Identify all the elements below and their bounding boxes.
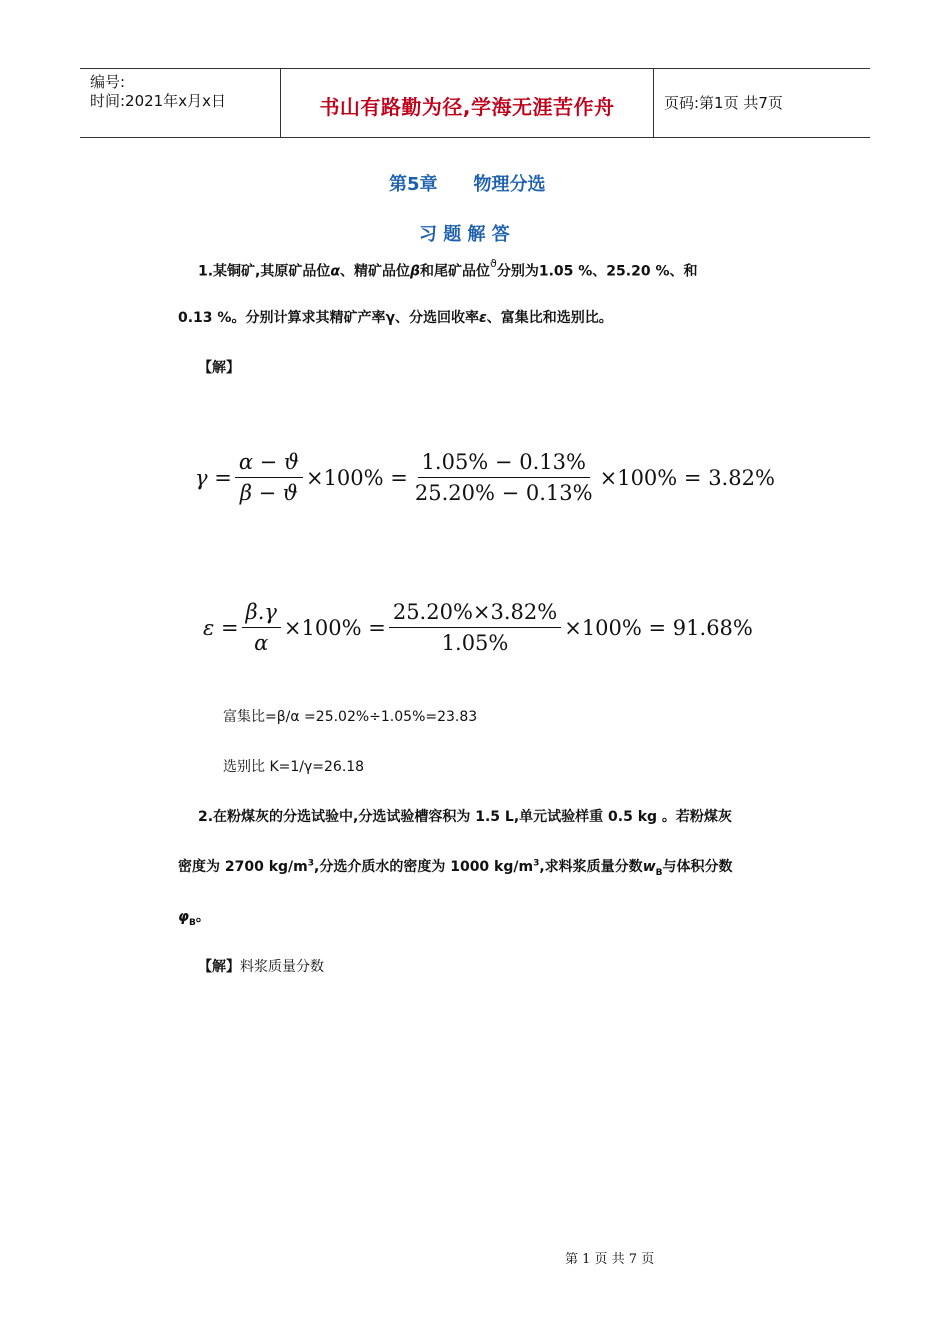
- formula1-den2: 25.20% − 0.13%: [414, 481, 593, 505]
- formula2-mid: ×100% =: [283, 615, 386, 640]
- chapter-title: 第5章 物理分选: [389, 174, 546, 195]
- q2-text-c: ,求料浆质量分数: [539, 859, 643, 875]
- formula2-num2: 25.20%×3.82%: [389, 600, 561, 628]
- formula2-den2: 1.05%: [441, 631, 509, 655]
- alpha-symbol: α: [330, 263, 341, 280]
- q2-superscript-2: 3: [533, 858, 540, 869]
- number-label: 编号:: [90, 73, 126, 91]
- formula1-mid: ×100% =: [305, 465, 408, 490]
- formula2-den1: α: [254, 631, 269, 655]
- q2-text-d: 与体积分数: [662, 859, 733, 875]
- q2-superscript-1: 3: [307, 858, 315, 869]
- formula-yield: [195, 450, 775, 505]
- formula1-num2: 1.05% − 0.13%: [418, 450, 590, 478]
- phi-subscript: B: [188, 917, 196, 928]
- formula2-frac1: [242, 600, 281, 655]
- q1-text-g: 、富集比和选别比。: [486, 310, 613, 326]
- q2-line2: [178, 856, 733, 878]
- formula2-num1: β.γ: [242, 600, 281, 628]
- formula2-rhs: ×100% = 91.68%: [564, 615, 753, 640]
- w-subscript: B: [655, 867, 663, 878]
- theta-symbol: ϑ: [490, 257, 497, 270]
- phi-symbol: φ: [178, 909, 189, 925]
- q2-period: 。: [195, 909, 210, 925]
- gamma-symbol: γ: [385, 310, 395, 326]
- formula2-frac2: [389, 600, 561, 655]
- q2-line1: 2.在粉煤灰的分选试验中,分选试验槽容积为 1.5 L,单元试验样重 0.5 kg 。若粉煤灰: [198, 809, 732, 825]
- q1-text-b: 、精矿品位: [340, 263, 411, 280]
- q1-text-e: 0.13 %。分别计算求其精矿产率: [178, 310, 386, 326]
- formula1-num1: α − ϑ: [235, 450, 303, 478]
- formula1-frac1: [235, 450, 303, 505]
- page-info: 页码:第1页 共7页: [664, 94, 783, 112]
- time-label: 时间:2021年x月x日: [90, 92, 226, 110]
- header-left-cell: [80, 69, 281, 137]
- epsilon-symbol: ε: [479, 310, 487, 326]
- q2-solution: [198, 956, 324, 976]
- beta-symbol: β: [410, 263, 421, 280]
- q1-text-d: 分别为1.05 %、25.20 %、和: [496, 263, 698, 280]
- formula-recovery: [203, 600, 753, 655]
- header-right-cell: [654, 69, 870, 137]
- section-title: 习 题 解 答: [419, 224, 510, 245]
- formula1-frac2: [411, 450, 597, 505]
- formula1-den1: β − ϑ: [239, 481, 298, 505]
- q1-text-a: 1.某铜矿,其原矿品位: [198, 263, 331, 280]
- formula1-lhs: γ =: [195, 465, 232, 490]
- motto-text: 书山有路勤为径,学海无涯苦作舟: [319, 94, 615, 119]
- page-footer: 第 1 页 共 7 页: [565, 1252, 655, 1267]
- q2-text-a: 密度为 2700 kg/m: [178, 859, 308, 875]
- w-symbol: w: [642, 859, 656, 875]
- q1-text-c: 和尾矿品位: [420, 263, 491, 280]
- selection-ratio: 选别比 K=1/γ=26.18: [223, 759, 365, 775]
- q1-line2: [178, 307, 613, 327]
- formula2-lhs: ε =: [203, 615, 239, 640]
- document-header: [80, 68, 870, 138]
- q2-line3: [178, 906, 210, 928]
- q1-text-f: 、分选回收率: [395, 310, 479, 326]
- q2-solution-text: 料浆质量分数: [240, 959, 324, 975]
- q2-solution-label: 【解】: [198, 959, 240, 975]
- enrichment-ratio: 富集比=β/α =25.02%÷1.05%=23.83: [223, 709, 478, 725]
- formula1-rhs: ×100% = 3.82%: [599, 465, 775, 490]
- q1-solution-label: 【解】: [198, 360, 240, 376]
- q2-text-b: ,分选介质水的密度为 1000 kg/m: [314, 859, 534, 875]
- q1-line1: [198, 257, 698, 281]
- header-middle-cell: [281, 69, 654, 137]
